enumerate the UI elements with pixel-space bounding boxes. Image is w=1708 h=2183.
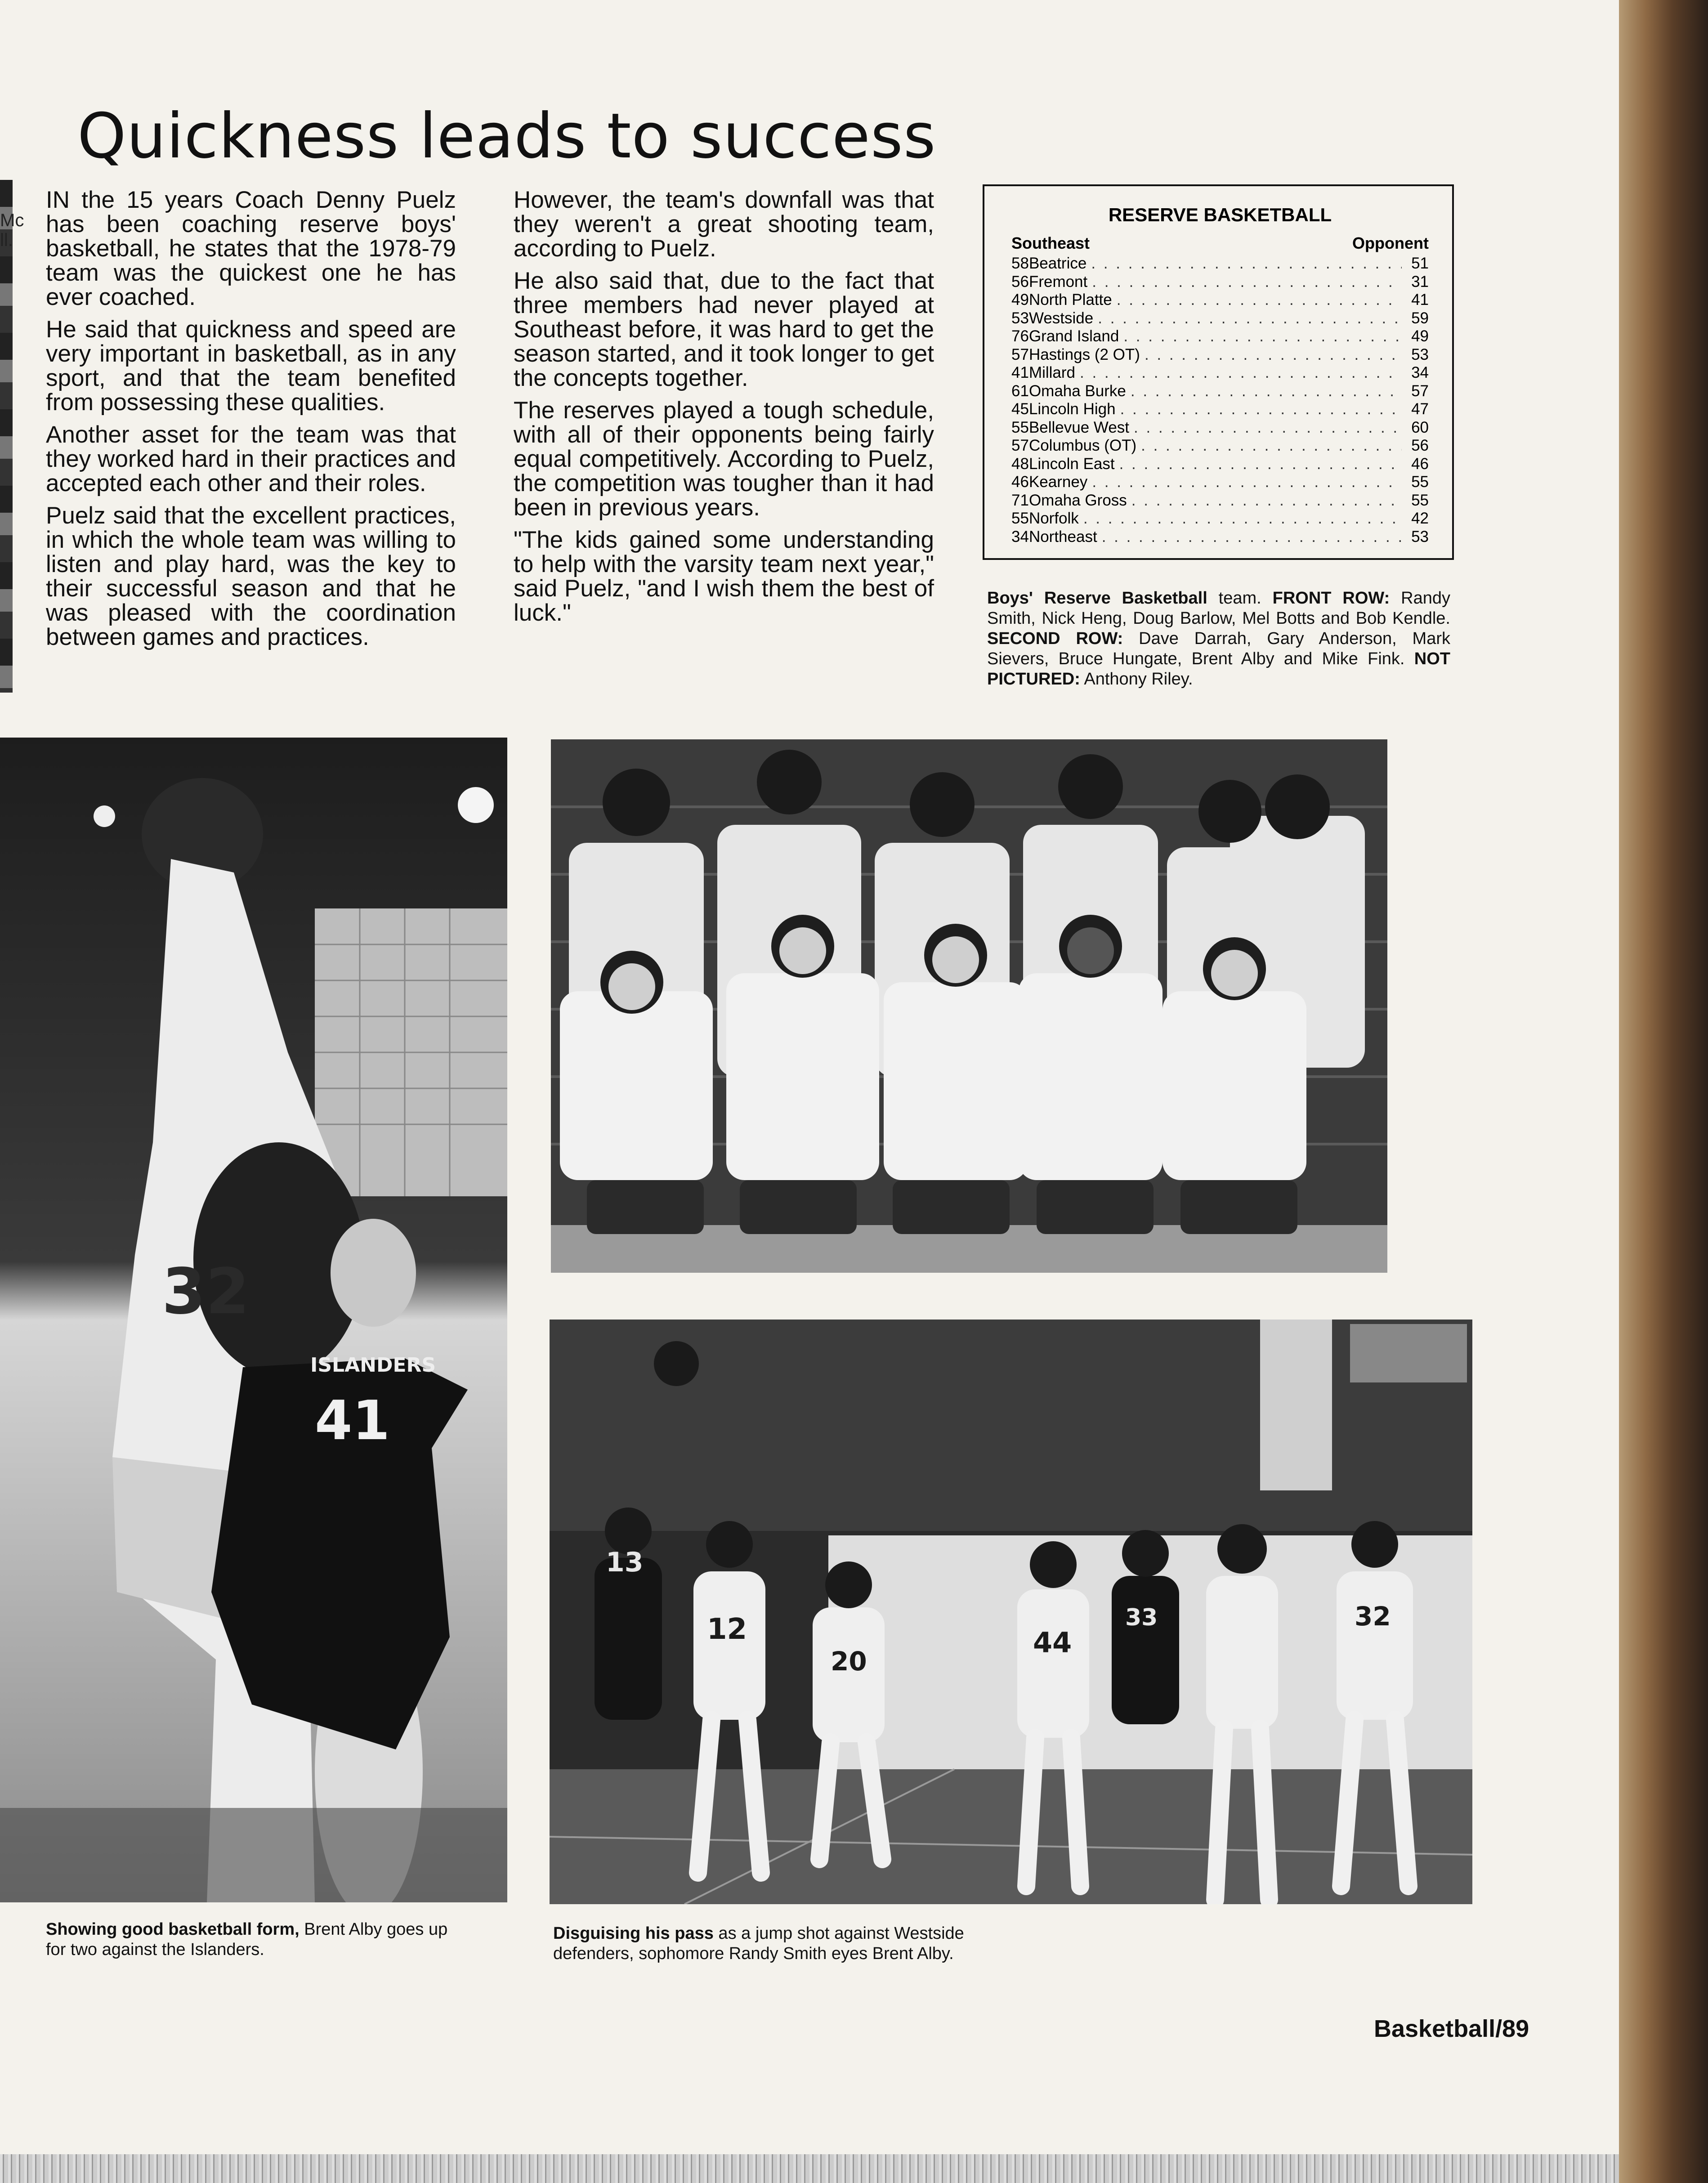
caption-text: Randy Smith, Nick Heng, Doug Barlow, Mel Botts and Bob Kendle. (987, 589, 1450, 628)
opponent-name: Northeast (1028, 528, 1097, 546)
player-jersey-number: 12 (707, 1613, 747, 1646)
opponent-name: Hastings (2 OT) (1028, 345, 1140, 363)
adjacent-page-fragment: ll. (0, 230, 13, 250)
score-rows (1011, 255, 1429, 546)
caption-lead: Showing good basketball form, (46, 1920, 300, 1939)
score-row (1011, 255, 1429, 273)
opponent-name: Beatrice (1028, 255, 1087, 272)
leader-dots (1087, 473, 1402, 492)
opponent-score: 41 (1411, 291, 1429, 309)
team-photo-caption (987, 588, 1450, 689)
score-row (1011, 455, 1429, 474)
page-bottom-edge (0, 2154, 1628, 2183)
opponent-name: Omaha Burke (1028, 382, 1126, 400)
opponent-name: Kearney (1028, 473, 1088, 491)
caption-label: NOT PICTURED: (987, 649, 1450, 689)
opponent-name: North Platte (1028, 291, 1112, 309)
leader-dots (1129, 419, 1402, 437)
reserve-basketball-scoreboard (983, 184, 1454, 560)
article-paragraph: He also said that, due to the fact that three members had never played at Southeast before, it was hard to get the season started, and it took longer to get the concepts together. (514, 268, 934, 391)
home-score: 49 (1011, 291, 1029, 309)
leader-dots (1136, 437, 1402, 455)
jump-shot-caption (46, 1919, 460, 1960)
leader-dots (1097, 528, 1402, 546)
home-score: 45 (1011, 400, 1029, 418)
leader-dots (1112, 291, 1402, 309)
home-score: 48 (1011, 455, 1029, 473)
score-row (1011, 291, 1429, 309)
player-jersey-number: 32 (1355, 1601, 1391, 1632)
opponent-score: 55 (1411, 491, 1429, 509)
leader-dots (1126, 382, 1402, 401)
opponent-score: 56 (1411, 437, 1429, 454)
leader-dots (1087, 255, 1402, 273)
score-row (1011, 419, 1429, 437)
scoreboard-header (1011, 234, 1429, 253)
leader-dots (1119, 327, 1402, 346)
article-column-1 (46, 188, 456, 658)
score-row (1011, 364, 1429, 382)
home-score: 61 (1011, 382, 1029, 400)
article-paragraph: Another asset for the team was that they worked hard in their practices and accepted each other and their roles. (46, 421, 456, 497)
opponent-name: Westside (1028, 309, 1094, 327)
opponent-name: Bellevue West (1028, 418, 1130, 436)
score-row (1011, 400, 1429, 419)
opponent-score: 60 (1411, 418, 1429, 436)
home-team-label: Southeast (1011, 234, 1090, 252)
score-row (1011, 382, 1429, 401)
team-photo-image (551, 739, 1387, 1273)
home-score: 53 (1011, 309, 1029, 327)
opponent-name: Lincoln East (1028, 455, 1115, 473)
article-paragraph: However, the team's downfall was that they weren't a great shooting team, according to Puelz. (514, 187, 934, 262)
book-binding-edge (1619, 0, 1708, 2183)
score-row (1011, 473, 1429, 492)
score-row (1011, 528, 1429, 546)
opponent-score: 57 (1411, 382, 1429, 400)
defender-jersey-number: 41 (315, 1390, 390, 1452)
score-row (1011, 273, 1429, 291)
defender-jersey-team: ISLANDERS (310, 1354, 436, 1377)
article-paragraph: IN the 15 years Coach Denny Puelz has been coaching reserve boys' basketball, he states that the 1978-79 team was the quickest one he has ever coached. (46, 187, 456, 310)
score-row (1011, 437, 1429, 455)
leader-dots (1116, 400, 1402, 419)
caption-text: team. (1207, 589, 1273, 608)
opponent-score: 55 (1411, 473, 1429, 491)
player-jersey-number: 44 (1033, 1626, 1072, 1659)
jump-shot-photo-image (0, 738, 507, 1902)
player-jersey-number: 13 (606, 1547, 644, 1578)
adjacent-page-strip (0, 180, 13, 693)
caption-lead: Disguising his pass (553, 1924, 714, 1943)
opponent-score: 59 (1411, 309, 1429, 327)
home-score: 71 (1011, 491, 1029, 509)
caption-text: Brent Alby goes up for two against the Islanders. (46, 1920, 448, 1959)
opponent-name: Columbus (OT) (1028, 437, 1137, 454)
home-score: 76 (1011, 327, 1029, 345)
opponent-name: Millard (1028, 364, 1076, 381)
opponent-score: 51 (1411, 255, 1429, 272)
opponent-score: 31 (1411, 273, 1429, 291)
leader-dots (1087, 273, 1402, 291)
opponent-score: 47 (1411, 400, 1429, 418)
opponent-name: Norfolk (1028, 510, 1079, 527)
opponent-score: 53 (1411, 528, 1429, 546)
opponent-score: 42 (1411, 510, 1429, 527)
leader-dots (1093, 309, 1402, 328)
opponent-score: 49 (1411, 327, 1429, 345)
home-score: 55 (1011, 510, 1029, 527)
leader-dots (1127, 492, 1402, 510)
opponent-label: Opponent (1352, 234, 1429, 252)
team-photo (551, 739, 1387, 1273)
home-score: 58 (1011, 255, 1029, 272)
player-jersey-number: 33 (1125, 1604, 1158, 1631)
home-score: 57 (1011, 437, 1029, 454)
home-score: 46 (1011, 473, 1029, 491)
home-score: 55 (1011, 418, 1029, 436)
score-row (1011, 510, 1429, 528)
opponent-name: Lincoln High (1028, 400, 1116, 418)
leader-dots (1079, 510, 1402, 528)
article-paragraph: He said that quickness and speed are very important in basketball, as in any sport, and that the team benefited from possessing these qualities. (46, 316, 456, 416)
headline: Quickness leads to success (77, 100, 936, 172)
leader-dots (1075, 364, 1402, 382)
page-folio: Basketball/89 (1374, 2015, 1529, 2042)
leader-dots (1115, 455, 1402, 474)
score-row (1011, 346, 1429, 364)
score-row (1011, 309, 1429, 328)
opponent-score: 53 (1411, 345, 1429, 363)
opponent-name: Grand Island (1028, 327, 1119, 345)
jump-shot-photo (0, 738, 507, 1902)
article-paragraph: Puelz said that the excellent practices, in which the whole team was willing to listen and play hard, was the key to their successful season and that he was pleased with the coordination between games and practices. (46, 502, 456, 650)
caption-label: FRONT ROW: (1272, 589, 1390, 608)
game-action-photo (550, 1320, 1472, 1904)
home-score: 41 (1011, 364, 1029, 381)
article-paragraph: The reserves played a tough schedule, with all of their opponents being fairly equal competitively. According to Puelz, the competition was tougher than it had been in previous years. (514, 397, 934, 521)
home-score: 57 (1011, 345, 1029, 363)
home-score: 34 (1011, 528, 1029, 546)
caption-text: Dave Darrah, Gary Anderson, Mark Sievers, Bruce Hungate, Brent Alby and Mike Fink. (987, 629, 1450, 668)
score-row (1011, 492, 1429, 510)
opponent-name: Fremont (1028, 273, 1088, 291)
shooter-jersey-number: 32 (162, 1255, 250, 1329)
leader-dots (1140, 346, 1402, 364)
article-column-2 (514, 188, 934, 633)
caption-text: as a jump shot against Westside defenders, sophomore Randy Smith eyes Brent Alby. (553, 1924, 964, 1963)
caption-text: Anthony Riley. (1080, 670, 1193, 689)
game-action-photo-image (550, 1320, 1472, 1904)
article-paragraph: "The kids gained some understanding to help with the varsity team next year," said Puelz, "and I wish them the best of luck." (514, 527, 934, 626)
adjacent-page-fragment: Mc (0, 210, 24, 230)
score-row (1011, 327, 1429, 346)
opponent-name: Omaha Gross (1028, 491, 1127, 509)
scoreboard-title: RESERVE BASKETBALL (1108, 204, 1332, 225)
player-jersey-number: 20 (831, 1646, 867, 1677)
opponent-score: 46 (1411, 455, 1429, 473)
home-score: 56 (1011, 273, 1029, 291)
caption-lead: Boys' Reserve Basketball (987, 589, 1207, 608)
opponent-score: 34 (1411, 364, 1429, 381)
game-action-caption (553, 1924, 976, 1964)
caption-label: SECOND ROW: (987, 629, 1123, 648)
